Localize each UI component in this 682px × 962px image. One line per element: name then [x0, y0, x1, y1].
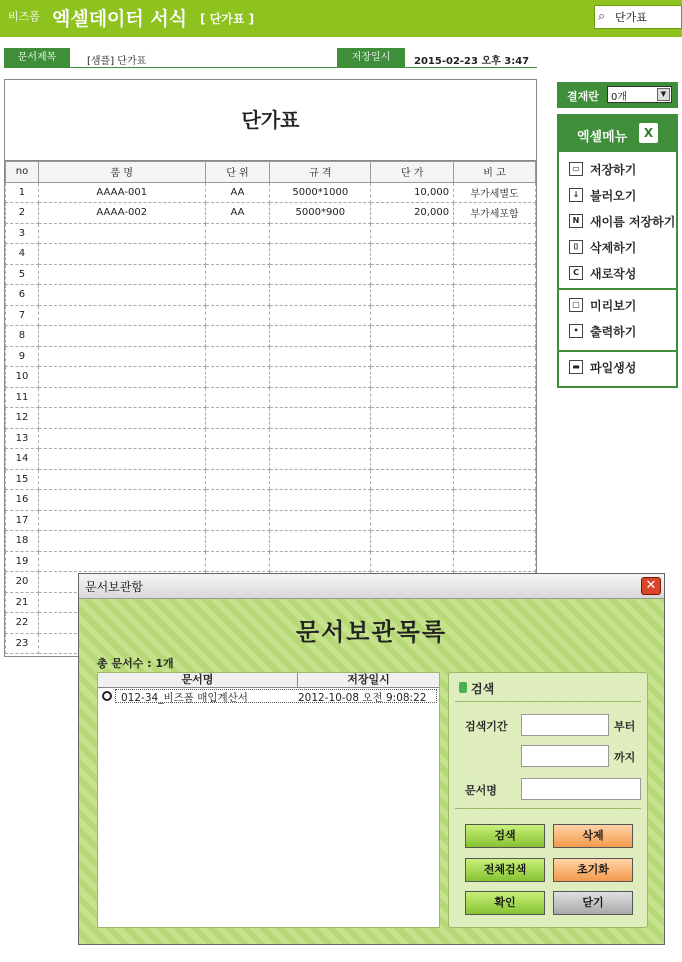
- table-row: [6, 531, 536, 552]
- excel-menu: [557, 114, 678, 388]
- approval-box: [557, 82, 678, 108]
- document-list: [97, 672, 440, 928]
- table-row: [6, 428, 536, 449]
- divider: [559, 350, 676, 352]
- search-panel-icon: [459, 682, 467, 693]
- document-archive-dialog: [78, 573, 665, 945]
- table-cell[interactable]: AAAA-002: [38, 203, 205, 224]
- table-cell[interactable]: [38, 469, 205, 490]
- table-cell[interactable]: [205, 428, 270, 449]
- table-cell[interactable]: [205, 264, 270, 285]
- table-cell[interactable]: [371, 469, 454, 490]
- table-cell[interactable]: 22: [6, 613, 39, 634]
- table-cell[interactable]: [38, 264, 205, 285]
- table-cell[interactable]: 8: [6, 326, 39, 347]
- table-row: [6, 469, 536, 490]
- menu-item-label: 미리보기: [590, 299, 637, 313]
- column-header: 품 명: [38, 162, 205, 183]
- table-cell[interactable]: [371, 244, 454, 265]
- table-cell[interactable]: [205, 223, 270, 244]
- menu-item-label: 불러오기: [590, 189, 637, 203]
- menu-item-label: 새로작성: [590, 267, 637, 281]
- table-cell[interactable]: [270, 305, 371, 326]
- table-cell[interactable]: 19: [6, 551, 39, 572]
- table-cell[interactable]: [38, 387, 205, 408]
- table-cell[interactable]: [454, 244, 536, 265]
- divider: [455, 701, 641, 702]
- row-radio[interactable]: [102, 691, 112, 701]
- table-row: [6, 223, 536, 244]
- close-icon: ✕: [645, 578, 657, 593]
- table-cell[interactable]: 5: [6, 264, 39, 285]
- table-row: [6, 408, 536, 429]
- table-cell[interactable]: AA: [205, 182, 270, 203]
- table-cell[interactable]: [205, 305, 270, 326]
- table-row: [6, 305, 536, 326]
- table-cell[interactable]: [454, 551, 536, 572]
- table-row: [6, 387, 536, 408]
- close-button[interactable]: [641, 577, 661, 595]
- table-cell[interactable]: [270, 285, 371, 306]
- table-row: [6, 264, 536, 285]
- table-cell[interactable]: [270, 408, 371, 429]
- brand-logo: 비즈폼: [8, 10, 40, 23]
- preview-icon: ▢: [569, 298, 583, 312]
- divider: [559, 288, 676, 290]
- menu-title: 엑셀메뉴: [577, 130, 628, 145]
- table-cell[interactable]: [205, 285, 270, 306]
- table-cell[interactable]: [454, 428, 536, 449]
- dialog-title: 문서보관함: [85, 580, 143, 594]
- name-label: 문서명: [465, 784, 497, 797]
- menu-item-label: 파일생성: [590, 361, 637, 375]
- spreadsheet: [4, 79, 537, 657]
- table-cell[interactable]: 10: [6, 367, 39, 388]
- table-cell[interactable]: [38, 408, 205, 429]
- new-doc-icon: C: [569, 266, 583, 280]
- table-row: [6, 551, 536, 572]
- table-cell[interactable]: [270, 449, 371, 470]
- table-cell[interactable]: [454, 305, 536, 326]
- table-cell[interactable]: [38, 531, 205, 552]
- table-cell[interactable]: [205, 449, 270, 470]
- column-header: no: [6, 162, 39, 183]
- column-header: 단 위: [205, 162, 270, 183]
- close-dialog-button[interactable]: 닫기: [553, 891, 633, 915]
- dialog-titlebar[interactable]: [79, 574, 664, 599]
- period-to-input[interactable]: [521, 745, 609, 767]
- table-cell[interactable]: [270, 326, 371, 347]
- table-cell[interactable]: [454, 469, 536, 490]
- search-icon[interactable]: ⌕: [598, 9, 606, 24]
- sheet-title: 단가표: [5, 80, 536, 161]
- delete-button[interactable]: 삭제: [553, 824, 633, 848]
- table-cell[interactable]: [270, 264, 371, 285]
- table-cell[interactable]: [270, 387, 371, 408]
- row-doc-name: 012-34_비즈폼 매입계산서: [121, 692, 248, 704]
- menu-item[interactable]: [569, 184, 677, 208]
- menu-item[interactable]: [569, 236, 677, 260]
- approval-value: 0개: [611, 92, 628, 103]
- table-cell[interactable]: [454, 490, 536, 511]
- menu-item-label: 새이름 저장하기: [590, 215, 676, 229]
- table-cell[interactable]: 14: [6, 449, 39, 470]
- from-suffix: 부터: [614, 720, 636, 733]
- table-cell[interactable]: [205, 551, 270, 572]
- app-title: 엑셀데이터 서식: [52, 8, 188, 30]
- table-row: [6, 285, 536, 306]
- column-header: 비 고: [454, 162, 536, 183]
- table-cell[interactable]: 6: [6, 285, 39, 306]
- table-cell[interactable]: [371, 367, 454, 388]
- table-cell[interactable]: [371, 223, 454, 244]
- table-cell[interactable]: [454, 387, 536, 408]
- open-icon: ↓: [569, 188, 583, 202]
- table-cell[interactable]: [38, 305, 205, 326]
- table-cell[interactable]: [371, 510, 454, 531]
- table-row: [6, 182, 536, 203]
- trash-icon: ⌷: [569, 240, 583, 254]
- table-cell[interactable]: AAAA-001: [38, 182, 205, 203]
- dialog-heading: 문서보관목록: [295, 618, 448, 646]
- table-cell[interactable]: [454, 326, 536, 347]
- column-header: 단 가: [371, 162, 454, 183]
- period-from-input[interactable]: [521, 714, 609, 736]
- search-button[interactable]: 검색: [465, 824, 545, 848]
- menu-item-label: 저장하기: [590, 163, 637, 177]
- table-cell[interactable]: AA: [205, 203, 270, 224]
- table-cell[interactable]: [205, 244, 270, 265]
- table-cell[interactable]: [270, 367, 371, 388]
- table-cell[interactable]: [371, 551, 454, 572]
- table-cell[interactable]: [205, 531, 270, 552]
- table-cell[interactable]: 10,000: [371, 182, 454, 203]
- table-cell[interactable]: [371, 387, 454, 408]
- table-cell[interactable]: [205, 469, 270, 490]
- table-cell[interactable]: 11: [6, 387, 39, 408]
- page-subtitle: [ 단가표 ]: [200, 12, 255, 26]
- table-cell[interactable]: [38, 428, 205, 449]
- table-cell[interactable]: [270, 469, 371, 490]
- table-cell[interactable]: [371, 428, 454, 449]
- table-cell[interactable]: [38, 326, 205, 347]
- table-cell[interactable]: 5000*900: [270, 203, 371, 224]
- table-cell[interactable]: [454, 408, 536, 429]
- table-row: [6, 326, 536, 347]
- save-as-icon: N: [569, 214, 583, 228]
- menu-item[interactable]: [569, 294, 677, 318]
- table-cell[interactable]: [270, 223, 371, 244]
- table-cell[interactable]: [454, 223, 536, 244]
- divider: [4, 67, 537, 68]
- table-row: [6, 203, 536, 224]
- approval-label: 결재란: [567, 90, 599, 103]
- table-cell[interactable]: [38, 346, 205, 367]
- table-cell[interactable]: [38, 367, 205, 388]
- table-cell[interactable]: 부가세포함: [454, 203, 536, 224]
- list-item[interactable]: [98, 688, 439, 704]
- table-cell[interactable]: [371, 326, 454, 347]
- table-cell[interactable]: [371, 264, 454, 285]
- header-search[interactable]: [594, 5, 682, 29]
- menu-item[interactable]: [569, 158, 677, 182]
- table-cell[interactable]: [270, 490, 371, 511]
- table-row: [6, 367, 536, 388]
- table-cell[interactable]: [454, 285, 536, 306]
- app-header: [0, 0, 682, 37]
- table-row: [6, 244, 536, 265]
- table-cell[interactable]: [454, 510, 536, 531]
- table-cell[interactable]: 5000*1000: [270, 182, 371, 203]
- table-cell[interactable]: [371, 531, 454, 552]
- table-cell[interactable]: [371, 305, 454, 326]
- divider: [455, 808, 641, 809]
- table-cell[interactable]: 4: [6, 244, 39, 265]
- table-cell[interactable]: 16: [6, 490, 39, 511]
- column-header: 규 격: [270, 162, 371, 183]
- table-cell[interactable]: 부가세별도: [454, 182, 536, 203]
- menu-item[interactable]: [569, 356, 677, 380]
- menu-header: [559, 116, 676, 152]
- table-cell[interactable]: [371, 408, 454, 429]
- menu-item-label: 삭제하기: [590, 241, 637, 255]
- table-cell[interactable]: [38, 551, 205, 572]
- table-cell[interactable]: [38, 285, 205, 306]
- table-cell[interactable]: 3: [6, 223, 39, 244]
- table-cell[interactable]: [38, 449, 205, 470]
- table-cell[interactable]: [38, 244, 205, 265]
- search-input[interactable]: [615, 9, 677, 25]
- menu-item[interactable]: [569, 320, 677, 344]
- table-cell[interactable]: 1: [6, 182, 39, 203]
- table-cell[interactable]: 7: [6, 305, 39, 326]
- search-panel: [448, 672, 648, 928]
- confirm-button[interactable]: 확인: [465, 891, 545, 915]
- table-cell[interactable]: [38, 510, 205, 531]
- menu-item[interactable]: [569, 210, 677, 234]
- row-saved-date: 2012-10-08 오전 9:08:22: [298, 692, 427, 704]
- table-cell[interactable]: 18: [6, 531, 39, 552]
- table-row: [6, 449, 536, 470]
- to-suffix: 까지: [614, 751, 636, 764]
- table-cell[interactable]: [205, 326, 270, 347]
- table-cell[interactable]: [270, 244, 371, 265]
- approval-select[interactable]: [607, 86, 672, 103]
- table-cell[interactable]: 21: [6, 592, 39, 613]
- print-icon: •: [569, 324, 583, 338]
- table-cell[interactable]: [454, 531, 536, 552]
- saved-value: 2015-02-23 오후 3:47: [414, 56, 530, 67]
- search-all-button[interactable]: 전체검색: [465, 858, 545, 882]
- excel-icon: X: [639, 123, 658, 143]
- table-cell[interactable]: 12: [6, 408, 39, 429]
- saved-label: 저장일시: [337, 48, 405, 68]
- table-cell[interactable]: [454, 367, 536, 388]
- table-cell[interactable]: [371, 490, 454, 511]
- doc-title-label: 문서제목: [4, 48, 70, 68]
- table-cell[interactable]: [454, 346, 536, 367]
- table-cell[interactable]: [205, 367, 270, 388]
- table-cell[interactable]: [371, 346, 454, 367]
- table-cell[interactable]: 2: [6, 203, 39, 224]
- table-cell[interactable]: [38, 490, 205, 511]
- table-cell[interactable]: 20: [6, 572, 39, 593]
- table-cell[interactable]: [454, 264, 536, 285]
- table-cell[interactable]: [205, 387, 270, 408]
- table-cell[interactable]: 15: [6, 469, 39, 490]
- table-cell[interactable]: [371, 285, 454, 306]
- table-cell[interactable]: 17: [6, 510, 39, 531]
- table-cell[interactable]: [270, 428, 371, 449]
- table-cell[interactable]: 9: [6, 346, 39, 367]
- reset-button[interactable]: 초기화: [553, 858, 633, 882]
- table-cell[interactable]: [38, 223, 205, 244]
- doc-count: 총 문서수 : 1개: [97, 657, 174, 670]
- table-cell[interactable]: [270, 346, 371, 367]
- doc-name-input[interactable]: [521, 778, 641, 800]
- table-cell[interactable]: [454, 449, 536, 470]
- table-cell[interactable]: [270, 531, 371, 552]
- menu-item[interactable]: [569, 262, 677, 286]
- table-cell[interactable]: 20,000: [371, 203, 454, 224]
- period-label: 검색기간: [465, 720, 508, 733]
- save-icon: ▭: [569, 162, 583, 176]
- table-cell[interactable]: 23: [6, 633, 39, 654]
- table-cell[interactable]: 13: [6, 428, 39, 449]
- table-cell[interactable]: [205, 346, 270, 367]
- list-header-name[interactable]: 문서명: [98, 673, 298, 688]
- table-cell[interactable]: [371, 449, 454, 470]
- table-cell[interactable]: [205, 510, 270, 531]
- table-cell[interactable]: [205, 408, 270, 429]
- table-cell[interactable]: [205, 490, 270, 511]
- list-header-date[interactable]: 저장일시: [298, 673, 439, 688]
- table-cell[interactable]: [270, 551, 371, 572]
- table-row: [6, 490, 536, 511]
- table-cell[interactable]: [270, 510, 371, 531]
- folder-icon: ▬: [569, 360, 583, 374]
- search-panel-title: 검색: [471, 682, 495, 696]
- menu-item-label: 출력하기: [590, 325, 637, 339]
- table-row: [6, 510, 536, 531]
- doc-title-value: [샘플] 단가표: [87, 56, 147, 67]
- table-row: [6, 346, 536, 367]
- chevron-down-icon[interactable]: ▼: [657, 88, 670, 101]
